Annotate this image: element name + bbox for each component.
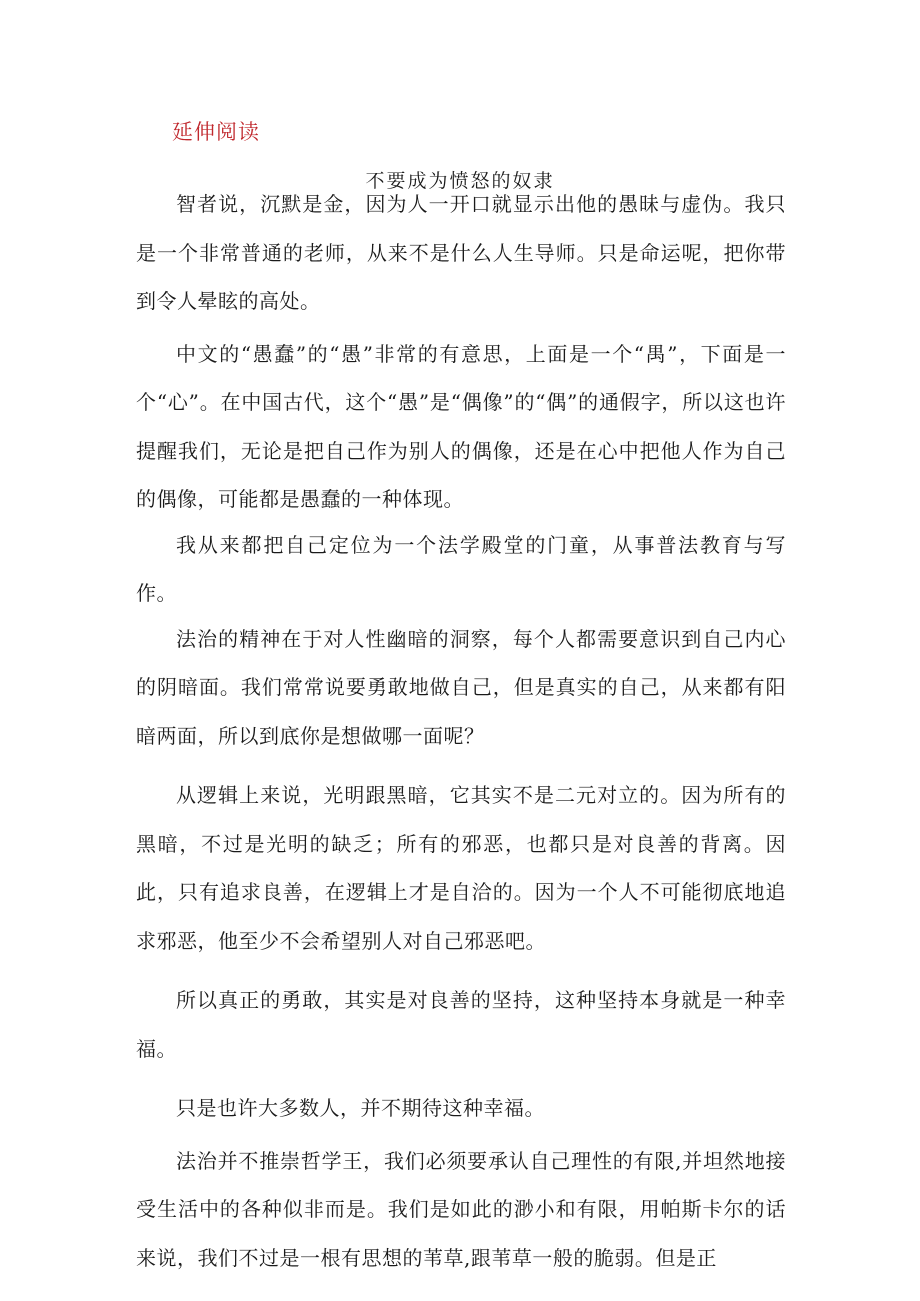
paragraph: 中文的“愚蠢”的“愚”非常的有意思，上面是一个“禺”，下面是一个“心”。在中国古代，这个“愚”是“偶像”的“偶”的通假字，所以这也许提醒我们，无论是把自己作为别人的偶像，还是在心中把他人作为自己的偶像，可能都是愚蠢的一种体现。 bbox=[136, 341, 786, 511]
article-body bbox=[136, 183, 786, 1282]
paragraph: 只是也许大多数人，并不期待这种幸福。 bbox=[176, 1096, 545, 1120]
paragraph: 所以真正的勇敢，其实是对良善的坚持，这种坚持本身就是一种幸福。 bbox=[136, 988, 786, 1061]
paragraph: 从逻辑上来说，光明跟黑暗，它其实不是二元对立的。因为所有的黑暗，不过是光明的缺乏；所有的邪恶，也都只是对良善的背离。因此，只有追求良善，在逻辑上才是自洽的。因为一个人不可能彻底地追求邪恶，他至少不会希望别人对自己邪恶吧。 bbox=[136, 783, 786, 953]
paragraph: 我从来都把自己定位为一个法学殿堂的门童，从事普法教育与写作。 bbox=[136, 532, 786, 605]
paragraph: 智者说，沉默是金，因为人一开口就显示出他的愚昧与虚伪。我只是一个非常普通的老师，从来不是什么人生导师。只是命运呢，把你带到令人晕眩的高处。 bbox=[136, 192, 786, 313]
section-label: 延伸阅读 bbox=[172, 120, 260, 144]
article-title: 不要成为愤怒的奴隶 bbox=[365, 170, 555, 192]
paragraph: 法治并不推崇哲学王，我们必须要承认自己理性的有限,并坦然地接受生活中的各种似非而是。我们是如此的渺小和有限，用帕斯卡尔的话来说，我们不过是一根有思想的苇草,跟苇草一般的脆弱。但是正 bbox=[136, 1148, 786, 1270]
paragraph: 法治的精神在于对人性幽暗的洞察，每个人都需要意识到自己内心的阴暗面。我们常常说要勇敢地做自己，但是真实的自己，从来都有阳暗两面，所以到底你是想做哪一面呢？ bbox=[136, 626, 786, 748]
